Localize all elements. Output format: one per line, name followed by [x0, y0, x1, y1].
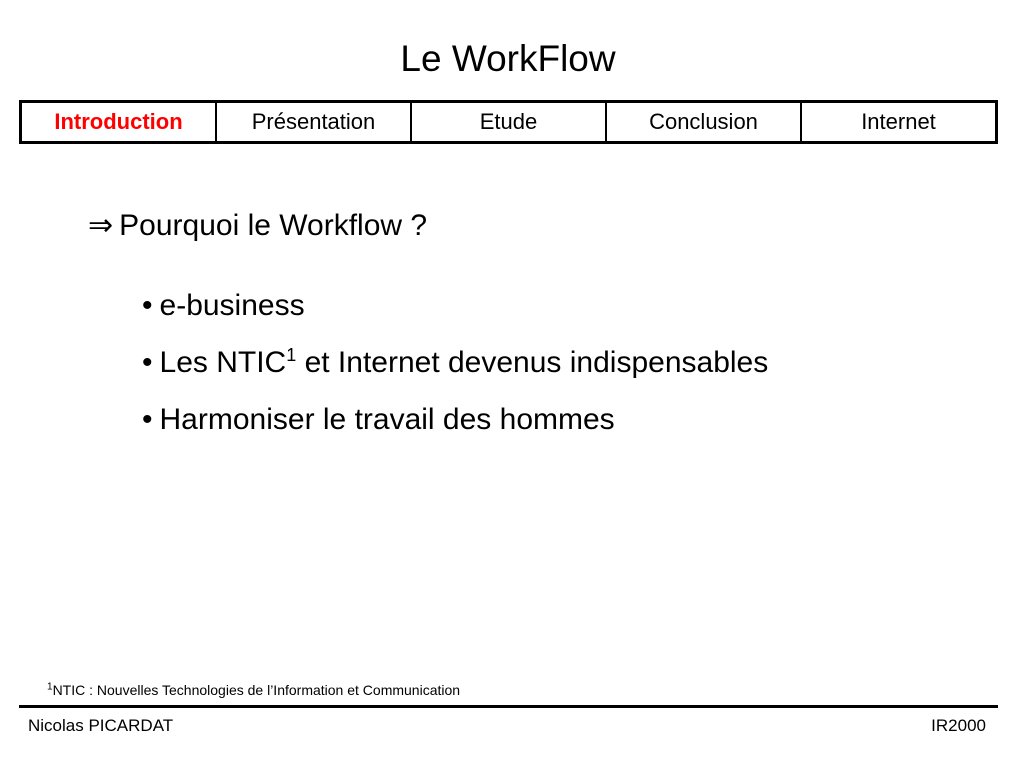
footnote	[47, 681, 460, 699]
footer-code: IR2000	[931, 716, 986, 735]
double-arrow-icon: ⇒	[88, 209, 114, 242]
bullet-item-harmoniser	[142, 400, 768, 457]
section-nav-bar	[19, 100, 998, 144]
bullet-text: Harmoniser le travail des hommes	[159, 403, 615, 436]
section-heading	[88, 206, 427, 246]
footer-author: Nicolas PICARDAT	[28, 716, 174, 735]
nav-tab-conclusion[interactable]: Conclusion	[607, 103, 802, 141]
bullet-text-after: et Internet devenus indispensables	[296, 346, 769, 379]
nav-tab-internet[interactable]: Internet	[861, 109, 936, 134]
nav-tab-introduction[interactable]: Introduction	[22, 103, 217, 141]
footnote-marker: 1	[47, 681, 53, 693]
bullet-text-before: Les NTIC	[159, 346, 287, 379]
footnote-reference: 1	[286, 345, 297, 365]
bullet-icon: •	[142, 289, 153, 322]
bullet-text: e-business	[159, 289, 305, 322]
footer-divider	[19, 705, 998, 708]
footnote-text: NTIC : Nouvelles Technologies de l’Information et Communication	[52, 682, 461, 698]
section-heading-text: Pourquoi le Workflow ?	[119, 209, 428, 242]
bullet-icon: •	[142, 346, 153, 379]
nav-tab-etude[interactable]: Etude	[412, 103, 607, 141]
bullet-list	[142, 286, 768, 457]
bullet-icon: •	[142, 403, 153, 436]
bullet-item-ntic	[142, 343, 768, 400]
nav-tab-presentation[interactable]: Présentation	[217, 103, 412, 141]
slide-title: Le WorkFlow	[400, 38, 616, 79]
bullet-item-ebusiness	[142, 286, 768, 343]
